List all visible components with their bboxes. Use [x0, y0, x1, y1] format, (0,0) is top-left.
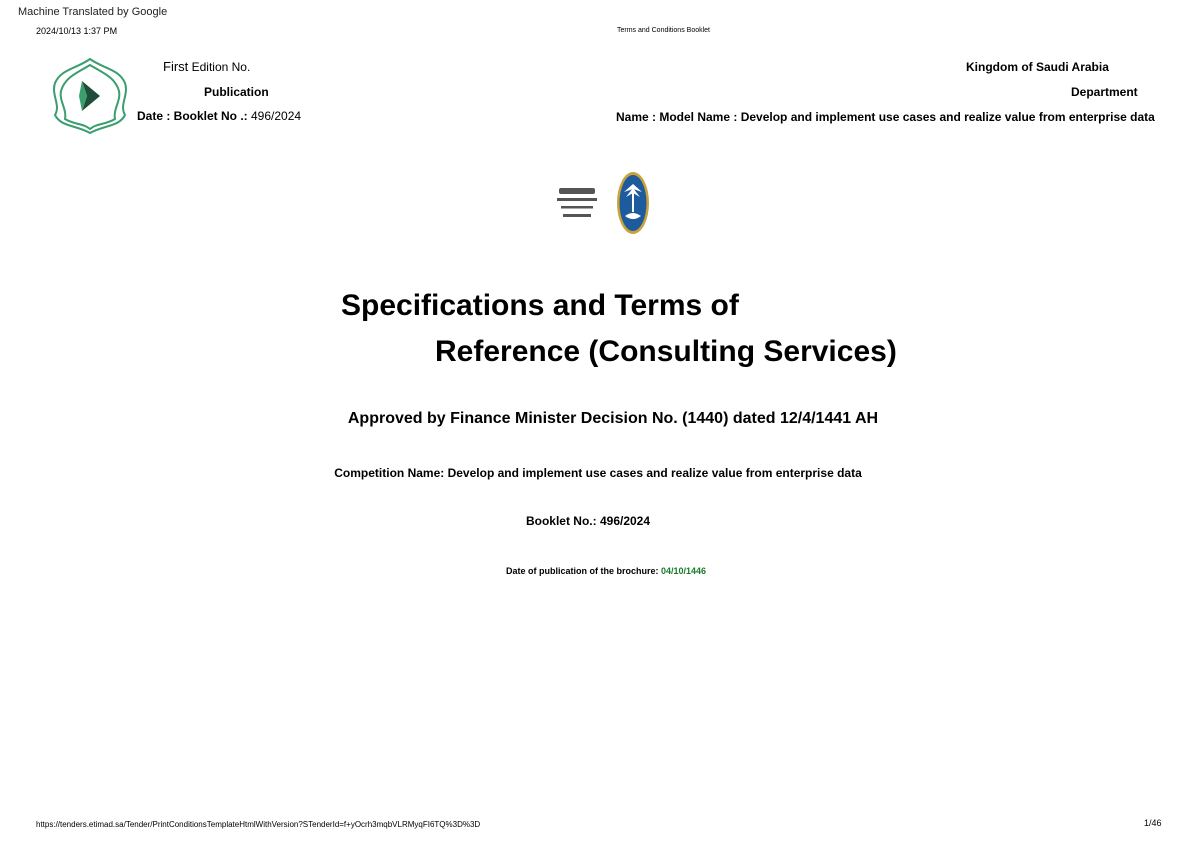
- footer-url: https://tenders.etimad.sa/Tender/PrintConditionsTemplateHtmlWithVersion?STenderId=f+yOcrh3mqbVLRMyqFI6TQ%3D%3D: [36, 820, 481, 829]
- competition-name: Competition Name: Develop and implement use cases and realize value from enterprise data: [334, 466, 862, 480]
- machine-translated-label: Machine Translated by Google: [18, 6, 168, 18]
- edition-first: First: [163, 59, 189, 74]
- publication-date-line: [0, 566, 1200, 576]
- model-name-line: Name : Model Name : Develop and implement use cases and realize value from enterprise data: [616, 110, 1155, 124]
- edition-rest: Edition No.: [188, 60, 251, 74]
- booklet-number: Booklet No.: 496/2024: [525, 514, 651, 528]
- department-label: Department: [1071, 85, 1138, 99]
- document-title-line2: Reference (Consulting Services): [435, 335, 897, 368]
- approval-statement: Approved by Finance Minister Decision No. (1440) dated 12/4/1441 AH: [347, 410, 879, 427]
- booklet-date-value: 496/2024: [247, 109, 302, 123]
- publication-date-value: 04/10/1446: [660, 566, 707, 576]
- page-number: 1/46: [1144, 818, 1162, 828]
- etimad-logo-icon: [49, 55, 131, 137]
- edition-number: [163, 59, 250, 74]
- print-title: Terms and Conditions Booklet: [617, 27, 710, 34]
- kingdom-label: Kingdom of Saudi Arabia: [966, 60, 1109, 74]
- booklet-date-line: [137, 109, 301, 123]
- document-title-line1: Specifications and Terms of: [341, 289, 739, 322]
- publication-date-label: Date of publication of the brochure:: [505, 566, 661, 576]
- publication-label: Publication: [204, 85, 269, 99]
- saudi-irrigation-organization-logo-icon: [553, 170, 653, 236]
- booklet-date-label: Date : Booklet No .:: [137, 109, 248, 123]
- print-timestamp: 2024/10/13 1:37 PM: [36, 26, 118, 36]
